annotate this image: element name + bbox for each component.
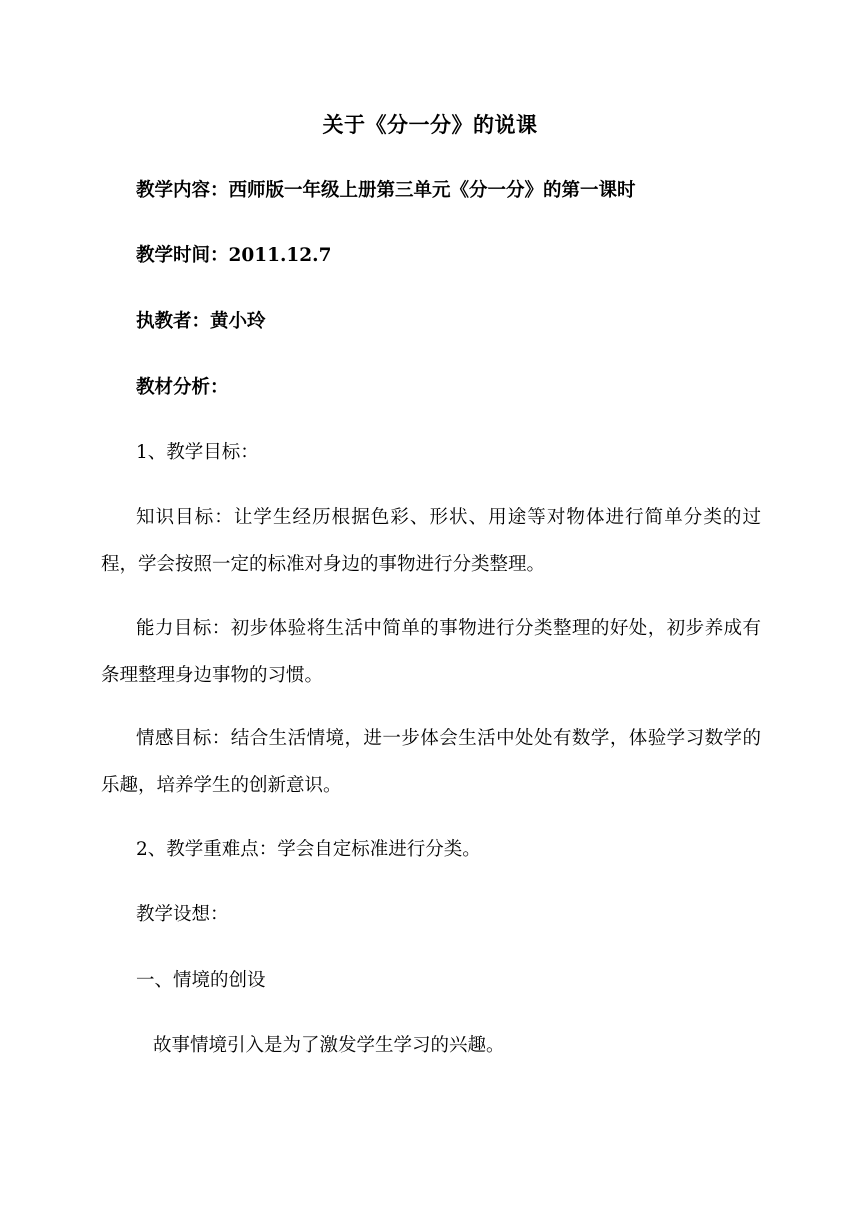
section-one-heading: 一、情境的创设 [136, 970, 266, 991]
section-one-text: 故事情境引入是为了激发学生学习的兴趣。 [153, 1035, 505, 1056]
goals-heading: 1、教学目标： [136, 442, 259, 463]
knowledge-goal-paragraph: 知识目标：让学生经历根据色彩、形状、用途等对物体进行简单分类的过程，学会按照一定的标准对身边的事物进行分类整理。 [101, 507, 761, 575]
teaching-time: 教学时间：2011.12.7 [136, 245, 332, 266]
teaching-content: 教学内容：西师版一年级上册第三单元《分一分》的第一课时 [136, 180, 636, 201]
emotion-goal-paragraph: 情感目标：结合生活情境，进一步体会生活中处处有数学，体验学习数学的乐趣，培养学生的创新意识。 [101, 728, 761, 796]
design-heading: 教学设想： [136, 904, 229, 925]
document-title: 关于《分一分》的说课 [322, 112, 538, 137]
ability-goal-paragraph: 能力目标：初步体验将生活中简单的事物进行分类整理的好处，初步养成有条理整理身边事物的习惯。 [101, 618, 761, 686]
teacher-name: 执教者：黄小玲 [136, 311, 266, 332]
key-points: 2、教学重难点：学会自定标准进行分类。 [136, 839, 481, 860]
material-analysis-heading: 教材分析： [136, 377, 229, 398]
